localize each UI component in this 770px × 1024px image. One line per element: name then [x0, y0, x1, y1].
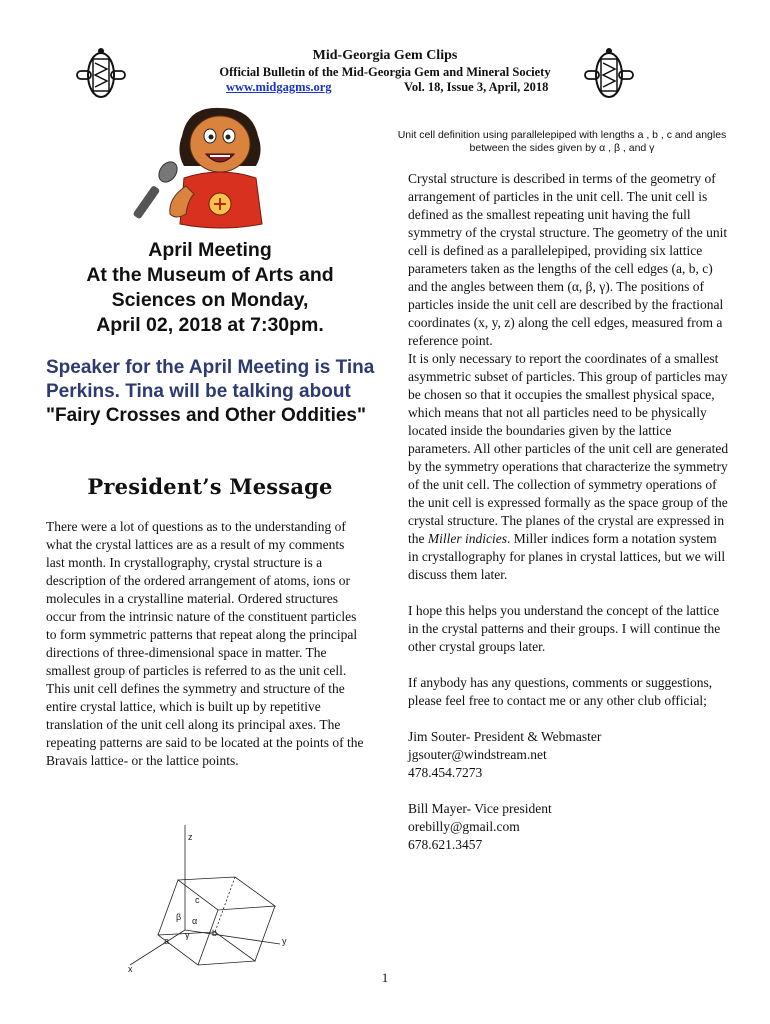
contact-name: Jim Souter- President & Webmaster	[408, 729, 602, 744]
label-b: b	[212, 928, 218, 938]
bulletin-subtitle: Official Bulletin of the Mid-Georgia Gem and Mineral Society	[219, 65, 551, 79]
page-number: 1	[381, 970, 389, 985]
miller-indicies-term: Miller indicies	[427, 531, 507, 546]
label-x: x	[128, 964, 133, 974]
speaker-text: Speaker for the April Meeting is Tina Perkins. Tina will be talking about	[46, 357, 375, 402]
label-alpha: α	[192, 916, 198, 926]
label-c: c	[195, 895, 200, 905]
contact-phone: 678.621.3457	[408, 837, 483, 852]
label-gamma: γ	[185, 930, 190, 940]
contact-email[interactable]: orebilly@gmail.com	[408, 819, 520, 834]
meeting-announcement	[40, 238, 380, 338]
label-beta: β	[176, 912, 182, 922]
x-axis	[130, 930, 185, 965]
right-column	[408, 170, 730, 854]
unit-cell-diagram	[110, 820, 310, 980]
miller-text: . Miller indices form a notation system in crystallography for planes in crystal lattices, but we will discuss them later.	[408, 531, 726, 582]
presidents-message-body: There were a lot of questions as to the understanding of what the crystal lattices are as a result of my comments last month. In crystallography, crystal structure is a description of the ordered arrangement of atoms, ions or molecules in a crystalline material. Ordered structures occur from the intrinsic nature of the constituent particles to form symmetric patterns that repeat along the principal directions of three-dimensional space in matter. The smallest group of particles is referred to as the unit cell. This unit cell defines the symmetry and structure of the entire crystal lattice, which is built up by repetitive translation of the unit cell along its principal axes. The repeating patterns are said to be located at the points of the Bravais lattice- or the lattice points.	[46, 519, 364, 768]
cell-bottom-face	[158, 932, 255, 965]
contact-phone: 478.454.7273	[408, 765, 483, 780]
label-y: y	[282, 936, 287, 946]
cell-top-face	[178, 877, 275, 910]
contact-email[interactable]: jgsouter@windstream.net	[408, 747, 547, 762]
contact-vice-president	[408, 800, 730, 854]
website-link[interactable]: www.midgagms.org	[226, 80, 332, 94]
contact-invitation-paragraph: If anybody has any questions, comments or suggestions, please feel free to contact me or any other club official;	[408, 675, 713, 708]
presidents-message-title: President’s Message	[87, 474, 333, 499]
asymmetric-subset-paragraph	[408, 350, 730, 584]
meeting-line-4: April 02, 2018 at 7:30pm.	[96, 314, 324, 336]
issue-info: Vol. 18, Issue 3, April, 2018	[404, 80, 549, 94]
speaker-announcement	[46, 356, 376, 428]
label-a: a	[164, 936, 170, 946]
contact-name: Bill Mayer- Vice president	[408, 801, 552, 816]
label-z: z	[188, 832, 193, 842]
speaker-topic: "Fairy Crosses and Other Oddities"	[46, 405, 366, 426]
closing-paragraph: I hope this helps you understand the concept of the lattice in the crystal patterns and their groups. I will continue the other crystal groups later.	[408, 603, 721, 654]
unit-cell-caption	[392, 129, 732, 155]
bulletin-title: Mid-Georgia Gem Clips	[312, 48, 458, 63]
meeting-line-1: April Meeting	[148, 239, 272, 261]
caption-line-1: Unit cell definition using parallelepiped with lengths a , b , c and angles	[397, 129, 727, 141]
speaker-cartoon-illustration	[130, 100, 280, 240]
contact-president	[408, 728, 730, 782]
caption-line-2: between the sides given by α , β , and γ	[469, 142, 655, 154]
meeting-line-2: At the Museum of Arts and	[86, 264, 334, 286]
asymmetric-text: It is only necessary to report the coordinates of a smallest asymmetric subset of particles. This group of particles may be chosen so that it occupies the smallest physical space, which means that not all particles need to be physically located inside the boundaries given by the lattice parameters. All other particles of the unit cell are generated by the symmetry operations that characterize the symmetry of the unit cell. The collection of symmetry operations of the unit cell is expressed formally as the space group of the crystal structure. The planes of the crystal are expressed in the	[408, 351, 729, 546]
crystal-structure-paragraph: Crystal structure is described in terms of the geometry of arrangement of particles in the unit cell. The unit cell is defined as the smallest repeating unit having the full symmetry of the crystal structure. The geometry of the unit cell is defined as a parallelepiped, providing six lattice parameters taken as the lengths of the cell edges (a, b, c) and the angles between them (α, β, γ). The positions of particles inside the unit cell are described by the fractional coordinates (x, y, z) along the cell edges, measured from a reference point.	[408, 171, 728, 348]
meeting-line-3: Sciences on Monday,	[111, 289, 309, 311]
